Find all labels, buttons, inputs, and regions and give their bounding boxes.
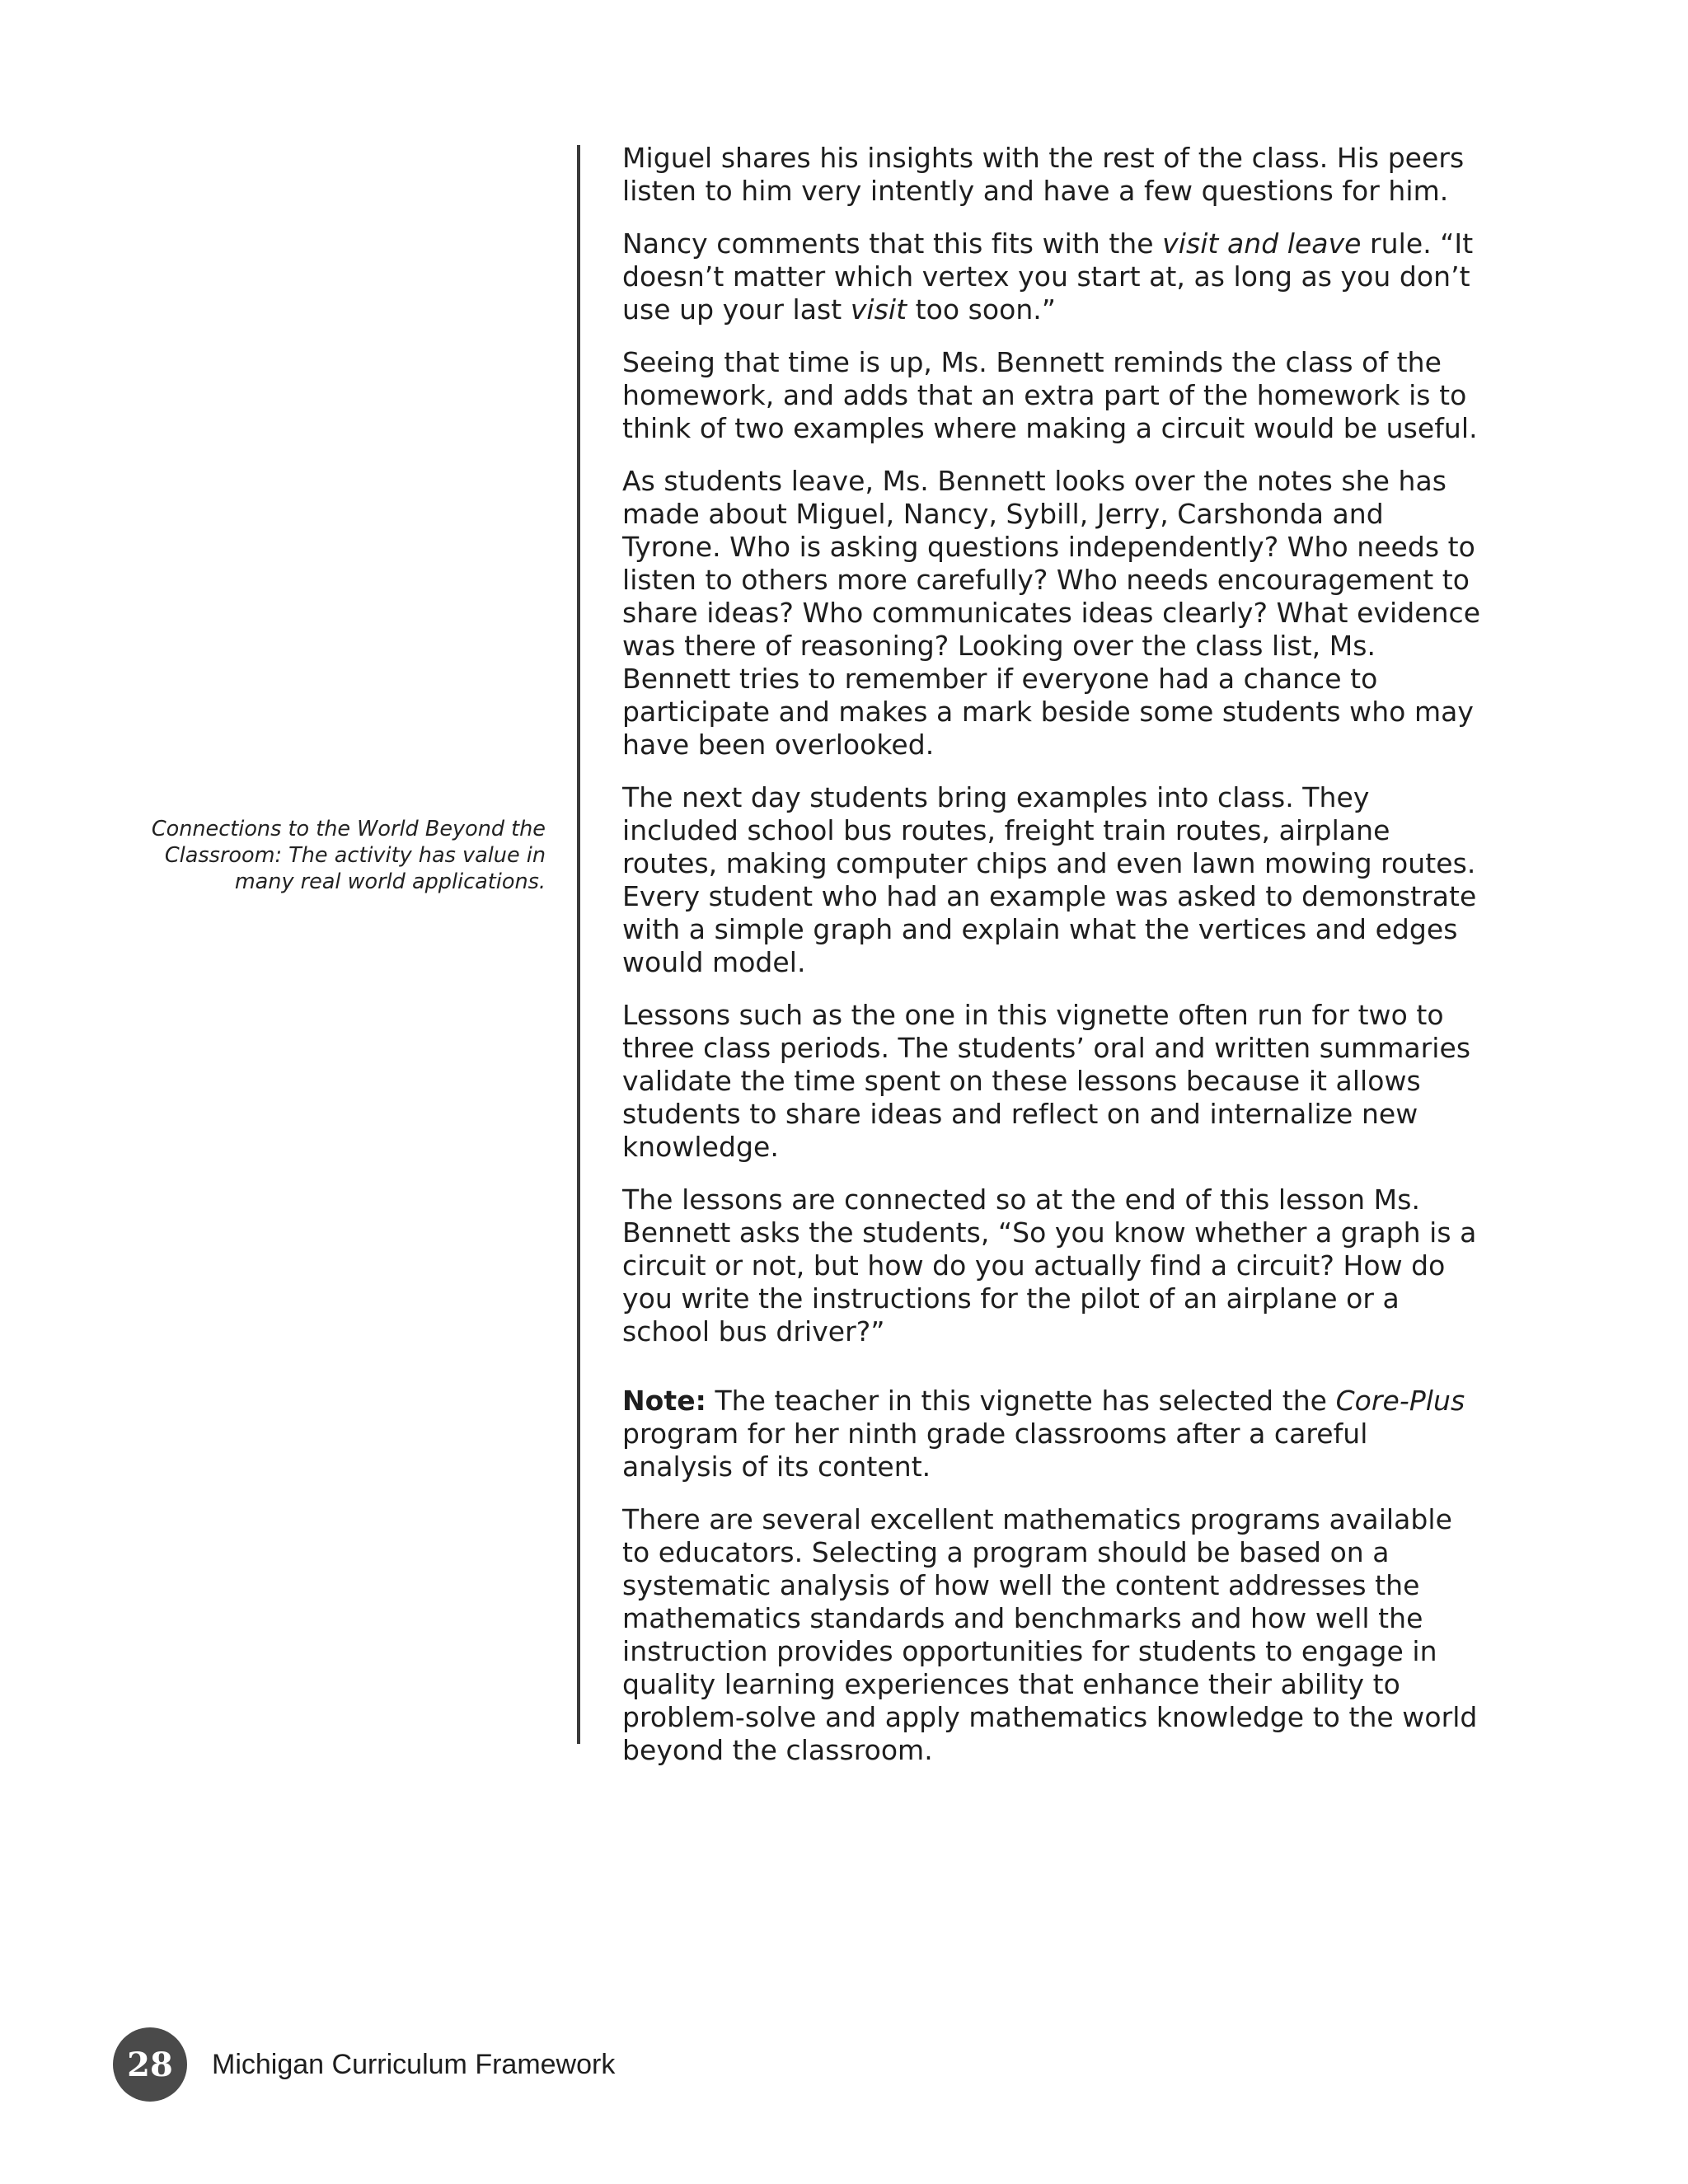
emphasis-core-plus: Core-Plus [1335,1385,1465,1417]
paragraph-examples: The next day students bring examples into class. They included school bus routes, freight train routes, airplane routes, making computer chips and even lawn mowing routes. Every student who had an example was asked to demonstrate with a simple graph and explain what the vertices and edges would model. [622,781,1477,978]
note-label: Note: [622,1385,706,1417]
paragraph-programs: There are several excellent mathematics programs available to educators. Selecting a program should be based on a systematic analysis of how well the content addresses the mathematics standards and benchmarks and how well the instruction provides opportunities for students to engage in quality learning experiences that enhance their ability to problem-solve and apply mathematics knowledge to the world beyond the classroom. [622,1503,1478,1766]
emphasis-visit-and-leave: visit and leave [1162,227,1362,260]
paragraph-notes: As students leave, Ms. Bennett looks over the notes she has made about Miguel, Nancy, Sybill, Jerry, Carshonda and Tyrone. Who is asking questions independently? Who needs to listen to others more carefully? Who needs encouragement to share ideas? Who communicates ideas clearly? What evidence was there of reasoning? Looking over the class list, Ms. Bennett tries to remember if everyone had a chance to participate and makes a mark beside some students who may have been overlooked. [622,465,1481,761]
margin-note: Connections to the World Beyond the Classroom: The activity has value in many real world applications. [151,817,546,894]
page-number-badge: 28 [113,2027,187,2102]
emphasis-visit: visit [850,293,907,326]
column-divider [577,145,580,1744]
paragraph-lessons: Lessons such as the one in this vignette often run for two to three class periods. The students’ oral and written summaries validate the time spent on these lessons because it allows students to share ideas and reflect on and internalize new knowledge. [622,999,1471,1163]
main-column [622,142,1484,1787]
paragraph-connected: The lessons are connected so at the end of this lesson Ms. Bennett asks the students, “So you know whether a graph is a circuit or not, but how do you actually find a circuit? How do you write the instructions for the pilot of an airplane or a school bus driver?” [622,1183,1477,1347]
paragraph-homework: Seeing that time is up, Ms. Bennett reminds the class of the homework, and adds that an extra part of the homework is to think of two examples where making a circuit would be useful. [622,346,1478,444]
paragraph-note: Note: The teacher in this vignette has selected the Core-Plus program for her ninth grade classrooms after a careful analysis of its content. [622,1385,1465,1483]
page-footer [113,2027,615,2102]
paragraph-miguel: Miguel shares his insights with the rest of the class. His peers listen to him very intently and have a few questions for him. [622,142,1465,207]
paragraph-nancy: Nancy comments that this fits with the visit and leave rule. “It doesn’t matter which vertex you start at, as long as you don’t use up your last visit too soon.” [622,227,1474,326]
footer-title: Michigan Curriculum Framework [212,2048,616,2080]
